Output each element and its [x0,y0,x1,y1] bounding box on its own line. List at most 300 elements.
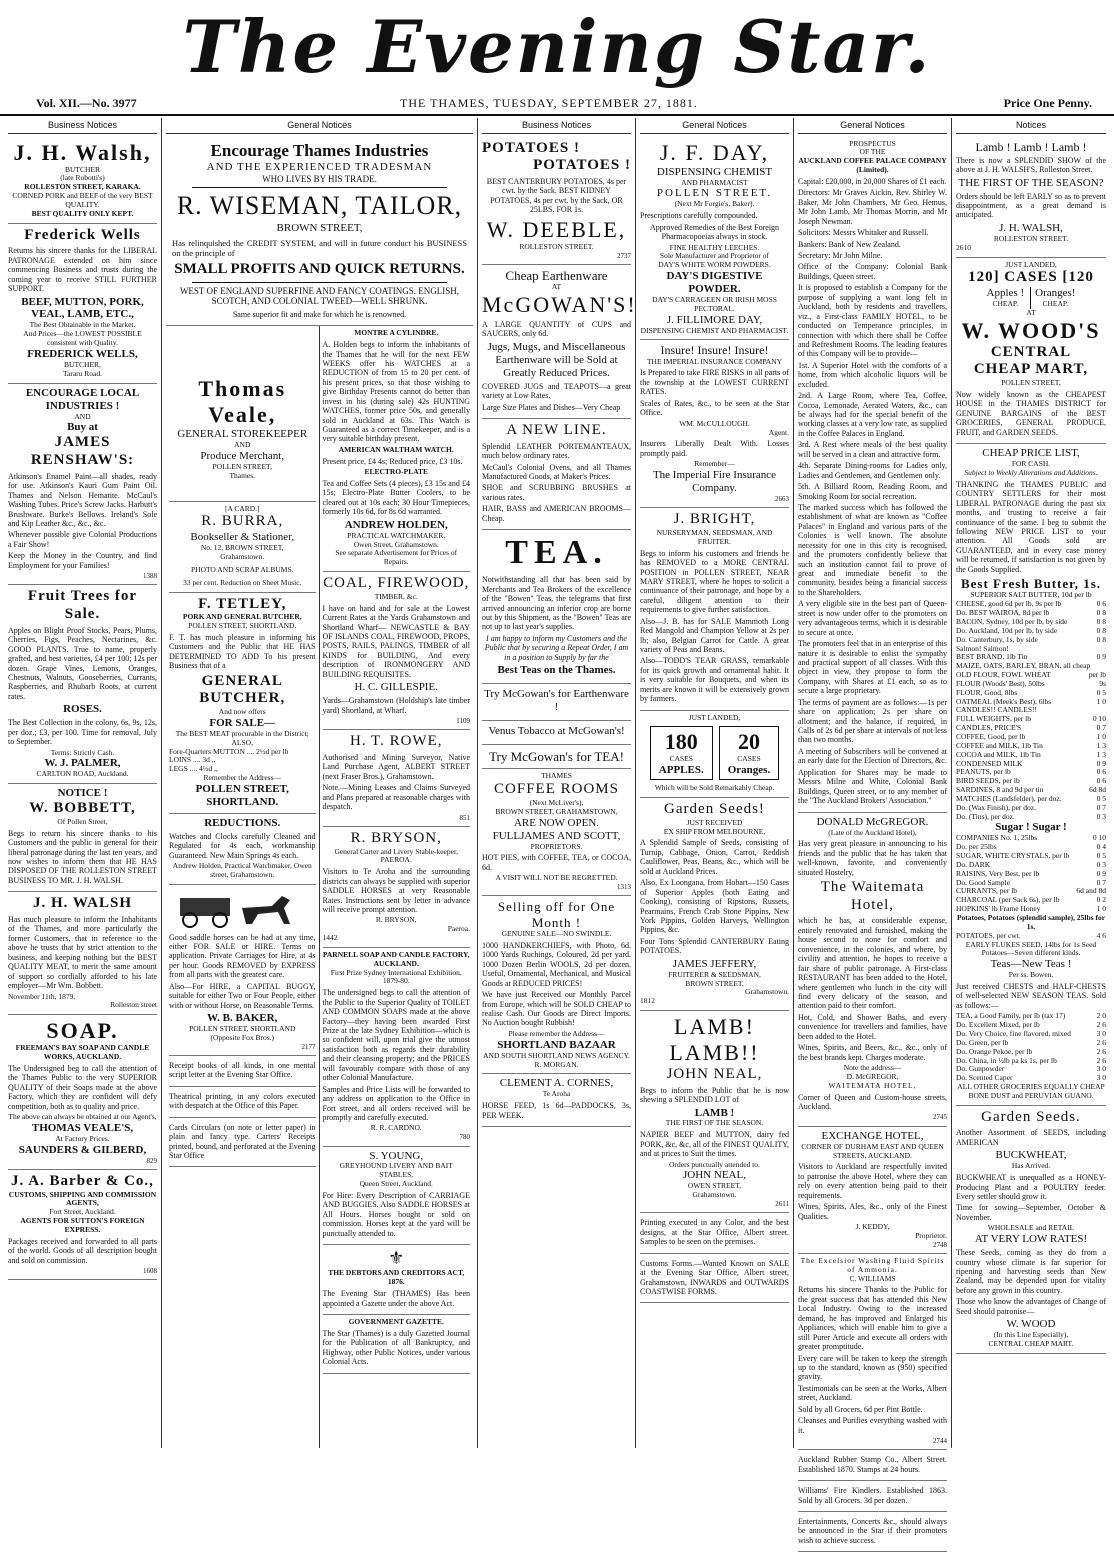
masthead-title: The Evening Star. [182,4,932,89]
ad-text: WEST OF ENGLAND SUPERFINE AND FANCY COATINGS. ENGLISH, SCOTCH, AND COLONIAL TWEED—WELL SHRUNK. [179,285,460,307]
ad-signature: W. B. BAKER, [207,1012,278,1025]
ad-text: THAMES [541,771,572,781]
ad-number: 2663 [775,495,789,503]
ad-number: 2177 [301,1042,316,1051]
ad-selling-off [482,896,631,1074]
ad-text: Oranges. [727,764,771,777]
ad-text: Application for Shares may be made to Messrs Milne and White, Colonial Bank Buildings, Queen street, or to any member of the "The Auckland Brokers' Association." [798,767,947,806]
ad-text: POLLEN STREET, SHORTLAND. [188,621,297,631]
price-item: Do. Orange Pekoe, per lb [956,1046,1033,1056]
price-value: 0 9 [1096,868,1106,878]
ad-barber [8,1170,157,1280]
ad-text: For Hire: Every Description of CARRIAGE AND BUGGIES. Also SADDLE HORSES at All Hours. Horses bought or sold on commission. Horses kept at the yard will be punctually attended to. [322,1191,470,1238]
ad-signature: SAUNDERS & GILBERD, [18,1143,147,1156]
ad-text: See separate Advertisement for Prices of Repairs. [335,548,458,567]
price-item: Do. BEST WAIROA, 8d per lb [956,608,1050,618]
volume-number: Vol. XII.—No. 3977 [36,96,137,110]
ad-heading: PROSPECTUS [849,138,896,148]
ad-text: Keep the Money in the Country, and find Employment for your Families! [8,551,157,570]
price-value: 0 6 [1096,776,1106,786]
ad-text: CHEAP MART, [973,361,1089,378]
ad-debtors [323,1245,471,1315]
ad-text: Thames. [229,470,256,480]
ad-cards [169,1118,316,1168]
ad-heading: A NEW LINE. [506,422,607,438]
price-item: OLD FLOUR, FOWL WHEAT [956,670,1051,680]
ad-text: AT [1026,307,1036,317]
ad-number: 829 [146,1156,157,1165]
ad-heading: EXCHANGE HOTEL, [821,1129,924,1142]
ad-text: 1st. A Superior Hotel with the comforts of a home, from which alcoholic liquors will be excluded. [798,360,947,389]
ad-text: Jugs, Mugs, and Miscellaneous Earthenware will be Sold at Greatly Reduced Prices. [487,340,626,379]
ad-text: Paeroa. [447,924,470,934]
ad-text: LOINS .... 3d ,, [169,755,216,765]
ad-heading: The Excelsior Washing Fluid Spirits of Ammonia. [800,1255,945,1274]
ad-text: DISPENSING CHEMIST AND PHARMACIST. [640,325,789,335]
ad-price-list [956,444,1106,1106]
ad-text: Fore-Quarters MUTTON .... 2½d per lb [169,746,289,756]
ad-text: Also, Ex Loongana, from Hobart—150 Cases of Superior Apples (both Eating and Cooking), consisting of Ripstons, Russets, Pearmains, French Crab Stone Pippins, New York Pippins, Golden Harveys, Wellington Pippins, &c. [640,878,789,935]
wide-left [166,326,320,1448]
ad-text: Remember— [694,459,735,469]
ad-text: Grahamstown. [692,1190,737,1200]
ad-text: LAMB ! [694,1106,735,1119]
ad-text: (Next McLiver's), [529,797,584,807]
price-value: 9s [1099,678,1106,688]
ad-coffee-rooms [482,769,631,896]
ad-text: Has very great pleasure in announcing to his friends and the public that he has taken that well-known, favorite, and conveniently situated Hostelry, [798,839,947,877]
ad-text: POLLEN STREET, SHORTLAND. [195,782,289,808]
ad-text: No. 12, BROWN STREET, [200,543,284,553]
ad-text: which he has, at considerable expense, entirely renovated and furnished, making the house second to none for comfort and convenience, in the colonies, and where, by civility and attention, he hopes to receive a fair share of public patronage. A First-class RESTAURANT has been added to the Hotel, where gentlemen who lunch in the city will find every delicacy of the season, and attention paid to their comfort. [798,916,947,1011]
price-value: 0 5 [1096,793,1106,803]
price-item: Do. Green, per lb [956,1037,1009,1047]
ad-text: Time for sowing—September, October & November. [956,1203,1106,1222]
price-value: 3 0 [1096,1073,1106,1083]
price-value: 1 0 [1096,904,1106,914]
ad-text: JUST LANDED, [1005,259,1057,269]
ad-text: Testimonials can be seen at the Works, Albert street, Auckland. [798,1383,947,1403]
ad-text: Cards Circulars (on note or letter paper) in plain and fancy type. Carters' Receipts printed, bound, and perforated at the Evening Star Office [169,1122,316,1161]
ad-wood-seeds [956,1106,1106,1354]
price-item: FLOUR (Woods' Best), 50lbs [956,678,1045,688]
ad-text: General Carter and Livery Stable-keeper, PAEROA. [334,846,459,865]
ad-text: Customs Forms.—Wanted Known on SALE at the Evening Star Office, Albert street, Grahamstown, INWARDS and OUTWARDS COASTWISE FORMS. [640,1258,789,1297]
ad-tetley [169,593,316,814]
ad-text: PHOTO AND SCRAP ALBUMS. [190,564,294,574]
ad-text: BEST QUALITY ONLY KEPT. [31,208,134,218]
ad-veale [169,326,316,501]
ad-text: GREYHOUND LIVERY AND BAIT STABLES, [339,1161,453,1180]
ad-text: Every care will be taken to keep the strength up to the standard, known as (950) specified gravity. [798,1353,947,1382]
ad-text: CENTRAL [990,343,1072,360]
ad-text: Approved Remedies of the Best Foreign Pharmacopoeias always in stock. [649,222,780,242]
ad-text: CORNER OF DURHAM EAST AND QUEEN STREETS, AUCKLAND. [801,1141,944,1160]
price-value: 6d and 8d [1076,886,1106,896]
ad-name: J. H. Walsh, [13,139,152,165]
ad-number: 2611 [775,1200,789,1209]
price-value: 4 6 [1096,930,1106,940]
price-value: 2 0 [1096,1011,1106,1021]
price-item: SUGAR, WHITE CRYSTALS, per lb [956,851,1070,861]
ad-text: WHO LIVES BY HIS TRADE. [262,173,377,184]
price-value: 0 4 [1096,842,1106,852]
price-item: BIRD SEEDS, per lb [956,776,1020,786]
ad-heading: Encourage Thames Industries [210,140,429,160]
ad-text: McCaul's Colonial Ovens, and all Thames Manufactured Goods, at Maker's Prices. [482,462,631,481]
ad-name: J. BRIGHT, [673,511,756,528]
ad-wells [8,224,157,384]
ad-number: 780 [459,1133,470,1142]
price-value: 0 6 [1096,767,1106,777]
ad-text: Just received CHESTS and HALF-CHESTS of well-selected NEW SEASON TEAS. Sold as follows:— [956,982,1106,1010]
ad-entertainments [798,1512,947,1552]
ad-text: The Star (Thames) is a duly Gazetted Journal for the Publication of all Bankruptcy, and Highway, other Public Notices, under various Colonial Acts. [322,1328,470,1367]
price-item: COFFEE, Good, per lb [956,731,1026,741]
ad-text: Buy at [67,421,98,434]
price-item: Do. (Tins), per doz. [956,811,1015,821]
ad-text: WHOLESALE and RETAIL [987,1223,1075,1233]
ad-text: AGENTS FOR SUTTON'S FOREIGN EXPRESS. [20,1216,145,1234]
ad-text: PORK AND GENERAL BUTCHER, [182,612,302,622]
date-line: THE THAMES, TUESDAY, SEPTEMBER 27, 1881. [400,96,698,110]
ad-receipt [169,1056,316,1087]
ad-holden [323,326,471,572]
ad-name: W. DEEBLE, [486,216,627,242]
ad-number: 1812 [640,996,655,1006]
fruit-row [956,287,1106,309]
ad-text: BUCKWHEAT, [995,1149,1067,1162]
price-value: 0 10 [1092,714,1106,724]
ad-heading: Cheap Earthenware [505,267,608,283]
ad-text: Capital: £20,000, in 20,000 Shares of £1 each. [798,176,947,186]
tea-rows [956,1012,1106,1083]
ad-heading: Potatoes, Potatoes (splendid sample), 25lbs for 1s. [956,912,1106,931]
price-value: 2 6 [1096,1046,1106,1056]
price-item: SARDINES, 8 and 9d per tin [956,785,1044,795]
ad-wiseman [166,137,473,327]
ad-text: Secretary: Mr John Milne. [798,251,883,261]
ad-lamb [640,1011,789,1213]
price-value: 2 6 [1096,1037,1106,1047]
ad-number: 2745 [933,1113,947,1122]
price-item: CANDLES!! CANDLES!! [956,705,1038,715]
ad-heading: The Waitemata Hotel, [820,879,925,913]
price-item: BEST BRAND, 1lb Tin [956,652,1028,662]
ad-text: Grahamstown. [220,551,265,561]
ad-text: FRUITERER & SEEDSMAN, [668,969,761,979]
ad-text: 33 per cent. Reduction on Sheet Music. [183,577,302,587]
ad-number: 2610 [956,242,971,252]
ad-text: The Best Collection in the colony, 6s, 9s, 12s, per doz.; £3, per 100. Time for removal, July to September. [8,718,157,747]
ad-text: WAITEMATA HOTEL, [828,1080,917,1090]
ad-text: EARLY FLUKES SEED, 14lbs for 1s Seed Potatoes—Seven different kinds. [965,939,1097,958]
ad-name: R. BRYSON, [350,829,442,846]
ad-potatoes [482,137,631,265]
ad-text: OF THE [859,147,886,157]
ad-text: Directors: Mr Graves Aickin, Rev. Shirley W. Baker, Mr John Chambers, Mr Geo. Hemus, Mr John Lamb, Mr Thomas Morrin, and Mr Joseph Newman. [798,188,947,226]
ad-wood-cases [956,258,1106,445]
price-item: COFFEE and MILK, 1lb Tin [956,740,1043,750]
price-item: COCOA and MILK, 1lb Tin [956,749,1041,759]
ad-signature: J. KEDDY, [855,1221,890,1231]
ad-text: Auckland Rubber Stamp Co., Albert Street. Established 1870. Stamps at 24 hours. [798,1455,947,1474]
ad-text: Begs to inform his customers and friends he has REMOVED to a MORE CENTRAL POSITION in POLLEN STREET, NEAR MARY STREET, where he hopes to solicit a continuance of their patronage, and hope by a careful, diligent attention to their requirements to give further satisfaction. [640,548,789,615]
ad-text: The terms of payment are as follows:—1s per share on application; 2s per share on allotment; and the balance, if required, in Calls of 2s 6d per share at intervals of not less than two months. [798,697,947,745]
ad-text: AND PHARMACIST [681,177,748,187]
ad-text: Also—For HIRE, a CAPITAL BUGGY, suitable for either Two or Four People, either with or without Horse, on Reasonable Terms. [169,981,316,1010]
ad-text: POLLEN STREET, SHORTLAND [189,1024,296,1034]
ad-text: Note the address— [843,1063,902,1073]
column-head: Notices [956,118,1106,134]
ad-text: The Imperial Fire Insurance Company. [652,469,777,495]
columns [4,118,1110,1545]
ad-text: Now widely known as the CHEAPEST HOUSE in the THAMES DISTRICT for GENUINE BARGAINS of the BEST GROCERIES, GENERAL PRODUCE, FRUIT, and GARDEN SEEDS. [956,389,1106,437]
ad-text: CHEAP. [1042,299,1069,309]
ad-text: A very eligible site in the best part of Queen-street is now under offer to the promoters on very advantageous terms, which it is desirable to secure at once. [798,599,947,637]
ad-text: Watches and Clocks carefully Cleaned and Regulated for 4s each, workmanship Guaranteed. New Main Springs 4s each. [169,831,316,860]
price-value: 1 0 [1096,731,1106,741]
ad-rubber-stamp [798,1450,947,1481]
ad-text: Te Aroha [542,1089,571,1099]
ad-name: S. YOUNG, [369,1149,424,1162]
price-item: Do. Good Sample [956,877,1010,887]
ad-text: The promoters feel that in an enterprise of this nature it is desirable to enlist the sympathy and practical support of all classes. With this object in view, they propose to form the Company, with Shares at £1 each, so as to secure a large proprietary. [798,639,947,696]
ad-text: GENERAL STOREKEEPER [177,428,308,441]
price-value: per lb [1088,670,1106,680]
ad-text: AMERICAN WALTHAM WATCH. [338,444,454,454]
ad-signature: FULLJAMES AND SCOTT, [492,829,621,842]
ad-text: CASES [669,754,693,764]
ad-text: THE FIRST OF THE SEASON. [665,1118,764,1128]
ad-text: A meeting of Subscribers will be convened at an early date for the Election of Directors, &c. [798,746,947,766]
ad-cornes [482,1074,631,1127]
ad-text: (Next Mr Forgie's, Baker). [674,199,755,209]
ad-text: A. Holden begs to inform the inhabitants of the Thames that he will for the next FEW WEEKS offer his WATCHES at a REDUCTION of from 15 to 20 per cent. of his present prices, so that those wishing to give Birthday Presents cannot do better than invest in his (during sale) 42s HUNTING WATCHES, former price 50s, and generally sold in Auckland at 63s. This Watch is Guaranteed as a correct Timekeeper, and is a very suitable birthday present. [322,340,470,444]
ad-text: I have on hand and for sale at the Lowest Current Rates at the Yards Grahamstown and Shortland Wharf— NEWCASTLE & BAY OF ISLANDS COAL, FIREWOOD, PROPS, POSTS, RAILS, PALINGS, TIMBER of all KINDS for BUILDING, And every description of IRONMONGERY AND BUILDING REQUISITES. [322,603,470,679]
ad-text: THANKING the THAMES PUBLIC and COUNTRY SETTLERS for their most LIBERAL PATRONAGE during the past six months, and trusting to receive a fair continuance of the same. I beg to submit the following NEW PRICE LIST to your attention. All Goods sold are GUARANTEED, and in every case money will be returned, if satisfaction is not given by the Goods Supplied. [956,479,1106,574]
ad-heading: LAMB! LAMB!! [669,1014,760,1065]
ad-text: ROLLESTON STREET. [993,233,1069,243]
ad-text: There is now a SPLENDID SHOW of the above at J. H. WALSH'S, Rolleston Street. [956,155,1106,175]
ad-signature: W. WOOD [1006,1318,1056,1331]
ad-garden-seeds [640,798,789,1011]
ad-text: CHEAP. [992,299,1019,309]
ad-text: COVERED JUGS and TEAPOTS—a great variety at Low Rates. [482,381,631,401]
ad-name: Thomas Veale, [198,376,287,428]
ad-signature: R. MORGAN. [534,1059,579,1069]
ad-walsh [8,137,157,224]
ad-text: November 11th, 1879. [8,991,76,1001]
ad-fire-kindlers [798,1481,947,1512]
ad-text: ARE NOW OPEN. [513,816,600,829]
ad-heading: POTATOES ! [533,157,631,174]
ad-parnell [323,948,471,1147]
ad-heading: ENCOURAGE LOCAL INDUSTRIES ! [25,386,140,412]
ad-text: OWEN STREET, [687,1181,742,1191]
ad-text: Apples on Blight Proof Stocks, Pears, Plums, Cherries, Figs, Peaches, Nectarines, &c. GOOD PLANTS. True to name, properly grafted, and best varieties, £4 per 100; 12s per dozen. Grape Vines, Lemons, Oranges, Chestnuts, Walnuts, Gooseberries, Currants, Raspberries, and Rhubarb Roots, at current rates. [8,625,157,701]
ad-name: McGOWAN'S! [482,291,637,317]
ad-name: W. BOBBETT, [29,800,136,817]
ad-heading: SOAP. [46,1018,119,1044]
ad-text: Whenever possible give Colonial Productions a Fair Show! [8,530,157,549]
ad-text: AND THE EXPERIENCED TRADESMAN [206,160,433,173]
ad-text: Proprietor. [915,1230,947,1240]
ad-text: GENUINE SALE—NO SWINDLE. [501,929,612,939]
ad-text: Solicitors: Messrs Whitaker and Russell. [798,228,929,238]
ad-text: Has much pleasure to inform the Inhabitants of the Thames, and more particularly the former Customers, that in reference to the above he trusts that by strict attention to the business, and keeping nothing but the BEST QUALITY MEAT, to merit the same amount of support so cordially afforded to his late employer—Mr Wm. Bobbett. [8,915,157,991]
ad-text: (Late of the Auckland Hotel), [828,827,917,837]
price-item: PEANUTS, per lb [956,767,1011,777]
ad-text: Which will be Sold Remarkably Cheap. [654,783,775,793]
ad-text: Samples and Price Lists will be forwarded to any address on application to the Office in Fort street, and all orders received will be promptly and carefully executed. [322,1084,470,1122]
column-head: General Notices [798,118,947,134]
ad-text: 1000 HANDKERCHIEFS, with Photo, 6d. 1000 Yards Ruchings, Coloured, 2d per yard. 1000 Dozen Berlin WOOLS, 2d per dozen. Useful, Ornamental, Mechanical, and Musical Goods at REDUCED PRICES! [482,940,631,988]
ad-exchange-hotel [798,1127,947,1254]
ad-heading: GOVERNMENT GAZETTE. [348,1316,444,1326]
ad-just-landed [640,711,789,798]
ad-text: Also—J. B. has for SALE Mammoth Long Red Mangold and Champion Yellow at 2s per lb; also, Belgian Carrot for Cattle. A great variety of Peas and Beans. [640,616,789,654]
ad-heading: Garden Seeds! [664,801,765,818]
ad-text: ELECTRO-PLATE [364,467,429,477]
ad-text: 5th. A Billiard Room, Reading Room, and Smoking Room for social recreation. [798,482,947,501]
price-item: MATCHES (Landsfelder), per doz. [956,793,1062,803]
ad-heading: COAL, FIREWOOD, [323,575,470,592]
ad-text: POLLEN STREET, [212,461,272,471]
ad-text: BROWN STREET, GRAHAMSTOWN, [495,806,618,816]
ad-name: J. H. WALSH [32,895,133,912]
ad-text: Tararu Road. [62,368,103,378]
price-item: Do. Very Choice, fine flavored, mixed [956,1029,1071,1039]
ad-text: It is proposed to establish a Company for the purpose of supplying a want long felt in Auckland, both by residents and travellers, viz., a First-class FAMILY HOTEL, to be conducted on Temperance principles, in connection with which there shall be Coffee and Refreshment Rooms. The leading features of this Company will be to provide— [798,283,947,359]
ad-text: JUST RECEIVED [686,817,743,827]
ad-text: ROLLESTON STREET, KARAKA. [24,182,141,192]
ad-text: HAIR, BASS and AMERICAN BROOMS—Cheap. [482,504,631,523]
ad-text: Williams' Fire Kindlers. Established 1863. Sold by all Grocers. 3d per dozen. [798,1486,947,1505]
ad-text: SUPERIOR SALT BUTTER, 10d per lb [970,590,1092,600]
ad-text: At Factory Prices. [55,1133,110,1143]
apples-box [650,726,713,780]
ad-text: Begs to return his sincere thanks to his Customers and the public in general for their liberal patronage during the last ten years, and now wishes to inform them that HE HAS DISPOSED OF THE ROLLESTON STREET BUSINESS TO MR. J. H. WALSH. [8,828,157,885]
price-item: Do. (Wax Finish), per doz. [956,802,1037,812]
ad-text: We have just Received our Monthly Parcel from Europe, which will be SOLD CHEAP to realise Cash. Our Goods are Direct Imports. No Auction bought Rubbish! [482,990,631,1028]
ad-text: TIMBER, &c. [374,591,418,601]
price-value: 0 3 [1096,811,1106,821]
column-6 [794,118,952,1545]
ad-heading: Teas—New Teas ! [990,958,1072,971]
ad-text: CORNED PORK and BEEF of the very BEST QUALITY. [12,191,153,209]
ad-text: Large Size Plates and Dishes—Very Cheap [482,402,621,412]
ad-heading: PARNELL SOAP AND CANDLE FACTORY, AUCKLAND. [322,949,470,968]
price-value: 2 6 [1096,1055,1106,1065]
ad-text: Best Teas on the Thames. [497,664,616,677]
ad-heading: Garden Seeds. [981,1108,1081,1125]
price-item: BACON, Sydney, 10d per lb, by side [956,617,1068,627]
ad-text: 3rd. A Rest where meals of the best quality will be served in a clean and attractive form. [798,440,947,459]
ad-burra [169,502,316,593]
ad-text: These Seeds, coming as they do from a country whose climate is far superior for ripening and harvesting seeds than New Zealand, may be depended upon for vitality before any grown in this country. [956,1248,1106,1295]
column-head: Business Notices [8,118,157,134]
ad-text: Visitors to Te Aroha and the surrounding districts can always be supplied with superior SADDLE HORSES at very Reasonable Rates. Instructions sent by letter in advance will receive prompt attention. [322,867,470,914]
ad-text: THE FIRST OF THE SEASON? [958,176,1104,189]
ad-excelsior [798,1254,947,1450]
ad-text: DAY'S WHITE WORM POWDERS. [658,260,771,270]
price-value: 1 0 [1096,696,1106,706]
ad-text: Tea and Coffee Sets (4 pieces), £3 15s and £4 15s; Electro-Plate Butter Coolers, to be cleared out at 10s each; 30 Hour Timepieces, formerly 10s 6d, for 8s 6d warranted. [322,479,470,517]
price-value: 0 9 [1096,652,1106,662]
price-value: 3 0 [1096,1029,1106,1039]
price-item: CONDENSED MILK [956,758,1023,768]
ad-text: Rolleston street [110,1000,157,1010]
ad-text: FREEMAN'S BAY SOAP AND CANDLE WORKS, AUCKLAND. [15,1043,150,1061]
ad-day-chemist [640,137,789,341]
wide-split [166,326,473,1448]
ad-text: ROLLESTON STREET. [519,241,594,251]
price-item: Do. DARK [956,859,991,869]
ad-text: BUTCHER [64,164,100,174]
ad-tea [482,530,631,769]
column-head: General Notices [166,118,473,134]
ad-text: A VISIT WILL NOT BE REGRETTED. [495,873,618,883]
ad-slogan: SMALL PROFITS AND QUICK RETURNS. [174,260,465,277]
ad-text: Fort Street, Auckland. [49,1207,116,1217]
column-7 [952,118,1110,1448]
ad-text: CUSTOMS, SHIPPING AND COMMISSION AGENTS, [8,1189,157,1208]
ad-text: Authorised and Mining Surveyor, Native Land Purchase Agent, ALBERT STREET (next Fraser Bros.), Grahamstown. [322,752,470,781]
price-item: Salmon! Salmon! [956,643,1009,653]
ad-text: Yards—Grahamstown (Holdship's late timber yard) Shortland, at Wharf. [322,696,470,715]
ad-text: And now offers [218,707,266,716]
price-item: MAIZE, OATS, BARLEY, BRAN, all cheap [956,661,1091,671]
price-value: 6d 8d [1089,785,1106,795]
ad-young [323,1147,471,1246]
ad-text: (Opposite Fox Bros.) [210,1032,275,1042]
ad-text: Theatrical printing, in any colors executed with despatch at the Office of this Paper. [169,1091,316,1111]
price-item: Do. Canterbury, 1s, by side [956,634,1038,644]
ad-text: Note.—Mining Leases and Claims Surveyed and Plans prepared at reasonable charges with despatch. [322,783,470,812]
ad-text: Receipt books of all kinds, in one mental script letter at the Evening Star Office. [169,1060,316,1080]
ad-text: Produce Merchant, [200,449,285,462]
ad-fruit-trees [8,585,157,784]
ad-printing [640,1213,789,1253]
price-value: 0 8 [1096,625,1106,635]
ad-text: Returns his sincere Thanks to the Public for the great success that has attended this New Local Industry. Owing to the increased demand, he has improved and Enlarged his Appliances, which will enable him to give a still Purer Article and execute all orders with greater promptitude. [798,1285,947,1352]
column-2-wide [162,118,478,1448]
ad-text: BROWN STREET, [276,221,363,234]
ad-signature: R. BRYSON, [375,915,417,925]
ad-text: Printing executed in any Color, and the best designs, at the Star Office, Albert street. Samples to be seen on the premises. [640,1218,789,1247]
ad-mcgowan [482,265,637,419]
ad-heading: TEA. [505,534,608,572]
oranges-box [719,726,779,780]
ad-signature: J. H. WALSH, [999,221,1063,234]
ad-text: Bankers: Bank of New Zealand. [798,239,901,249]
price-value: 0 8 [1096,608,1106,618]
ad-text: Prescriptions carefully compounded. [640,211,758,221]
ad-text: BONE DUST and PERUVIAN GUANO. [968,1090,1094,1100]
ad-text: Queen Street, Auckland. [359,1179,433,1189]
price-value: 3 0 [1096,1064,1106,1074]
ad-text: DAY'S DIGESTIVE POWDER. [666,270,763,295]
ad-number: 2737 [617,251,631,260]
ad-text: Atkinson's Enamel Paint—all shades, ready for use. Atkinson's Kauri Gum Paint Oil. Thames and Nelson Hematite. McCaul's Washing Tubes. Price's Screw Jacks. Harbutt's Brushware. Burke's Bellows. Ireland's Sole and Kip Leather &c., &c., &c. [8,471,157,528]
column-head: Business Notices [482,118,631,134]
ad-heading: REDUCTIONS. [204,816,281,829]
ad-text: Begs to inform the Public that he is now shewing a SPLENDID LOT of [640,1085,789,1105]
ad-name: DONALD McGREGOR. [816,815,929,828]
price-item: CANDLES, PRICE'S [956,723,1022,733]
price-value: 0 7 [1096,877,1106,887]
